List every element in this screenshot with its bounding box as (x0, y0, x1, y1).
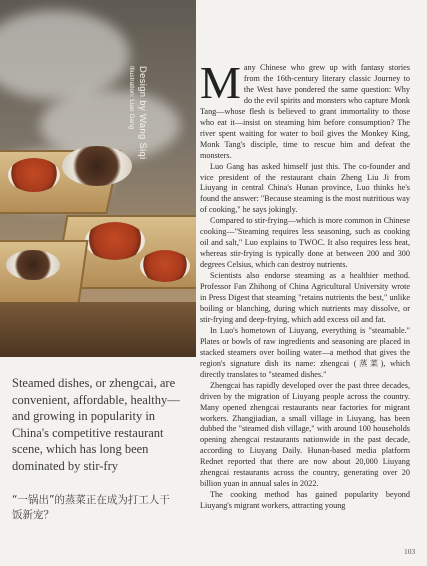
drop-cap: M (200, 57, 241, 108)
article-paragraph: The cooking method has gained popularity beyond Liuyang's migrant workers, attracting young (200, 490, 410, 511)
wooden-table (0, 302, 196, 357)
food-photo (0, 0, 196, 357)
photo-credit (128, 66, 148, 160)
standfirst-chinese: “一锅出”的蒸菜正在成为打工人干饭新宠？ (12, 494, 170, 521)
standfirst: Steamed dishes, or zhengcai, are convenient, affordable, healthy—and growing in popularity in China's competitive restaurant scene, which has long been dominated by stir-fry (12, 376, 180, 473)
steam-cloud (0, 10, 130, 100)
steamed-dish-bowl (8, 158, 60, 192)
article-body (200, 57, 410, 512)
steamed-dish-bowl (85, 222, 145, 260)
steamed-dish-plate (62, 146, 132, 186)
article-paragraph: In Luo's hometown of Liuyang, everything is "steamable." Plates or bowls of raw ingredients and seasoning are placed in stacked steamers over boiling water—a method that gives the region's signature dish its name: zhengcai (蒸菜), which directly translates to "steamed dishes." (200, 325, 410, 379)
page-number: 103 (404, 547, 416, 556)
article-paragraph: Many Chinese who grew up with fantasy stories from the 16th-century literary classic Journey to the West have pondered the same question: Why do the evil spirits and monsters who capture Monk Tang—whose flesh is believed to grant immortality to those who eat it—insist on steaming him before consumption? The river spent waiting for water to boil gives the Monkey King, Monk Tang's disciple, time to rescue him and defeat the monsters. (200, 57, 410, 160)
designer-credit: Design by Wang Siqi (137, 66, 148, 160)
article-paragraph: Luo Gang has asked himself just this. The co-founder and vice president of the restaurant chain Zheng Liu Ji from Liuyang in central China's Hunan province, Luo thinks he's found the answer: "Because steaming is the most nutritious way of cooking," he says jokingly. (200, 161, 410, 215)
photographer-credit: Illustration: Liao Gang (128, 66, 135, 130)
article-paragraph: Zhengcai has rapidly developed over the past three decades, driven by the migration of Liuyang people across the country. Many opened zhengcai restaurants near factories for migrant workers. Zhangjiadian, a small village in Liuyang, has been dubbed the "steamed dish village," with around 100 households opening zhengcai restaurants nationwide in the past decade, according to Liuyang Daily. Hunan-based media platform Rednet reported that there are now about 20,000 Liuyang zhengcai restaurants across the country, generating over 20 billion yuan in annual sales in 2022. (200, 380, 410, 489)
steamed-dish-bowl (140, 250, 190, 282)
article-paragraph: Compared to stir-frying—which is more common in Chinese cooking—"Steaming requires less seasoning, such as cooking oil and salt," Luo explains to TWOC. It also requires less heat, whereas stir-frying is typically done at between 200 and 300 degrees Celsius, which can destroy nutrients. (200, 216, 410, 270)
article-paragraph: Scientists also endorse steaming as a healthier method. Professor Fan Zhihong of China Agricultural University wrote in Press Digest that steaming "retains nutrients the best," unlike boiling or blanching, during which nutrients may dissolve, or stir-frying and deep-frying, which add excess oil and fat. (200, 271, 410, 324)
steamed-dish-plate (6, 250, 60, 280)
